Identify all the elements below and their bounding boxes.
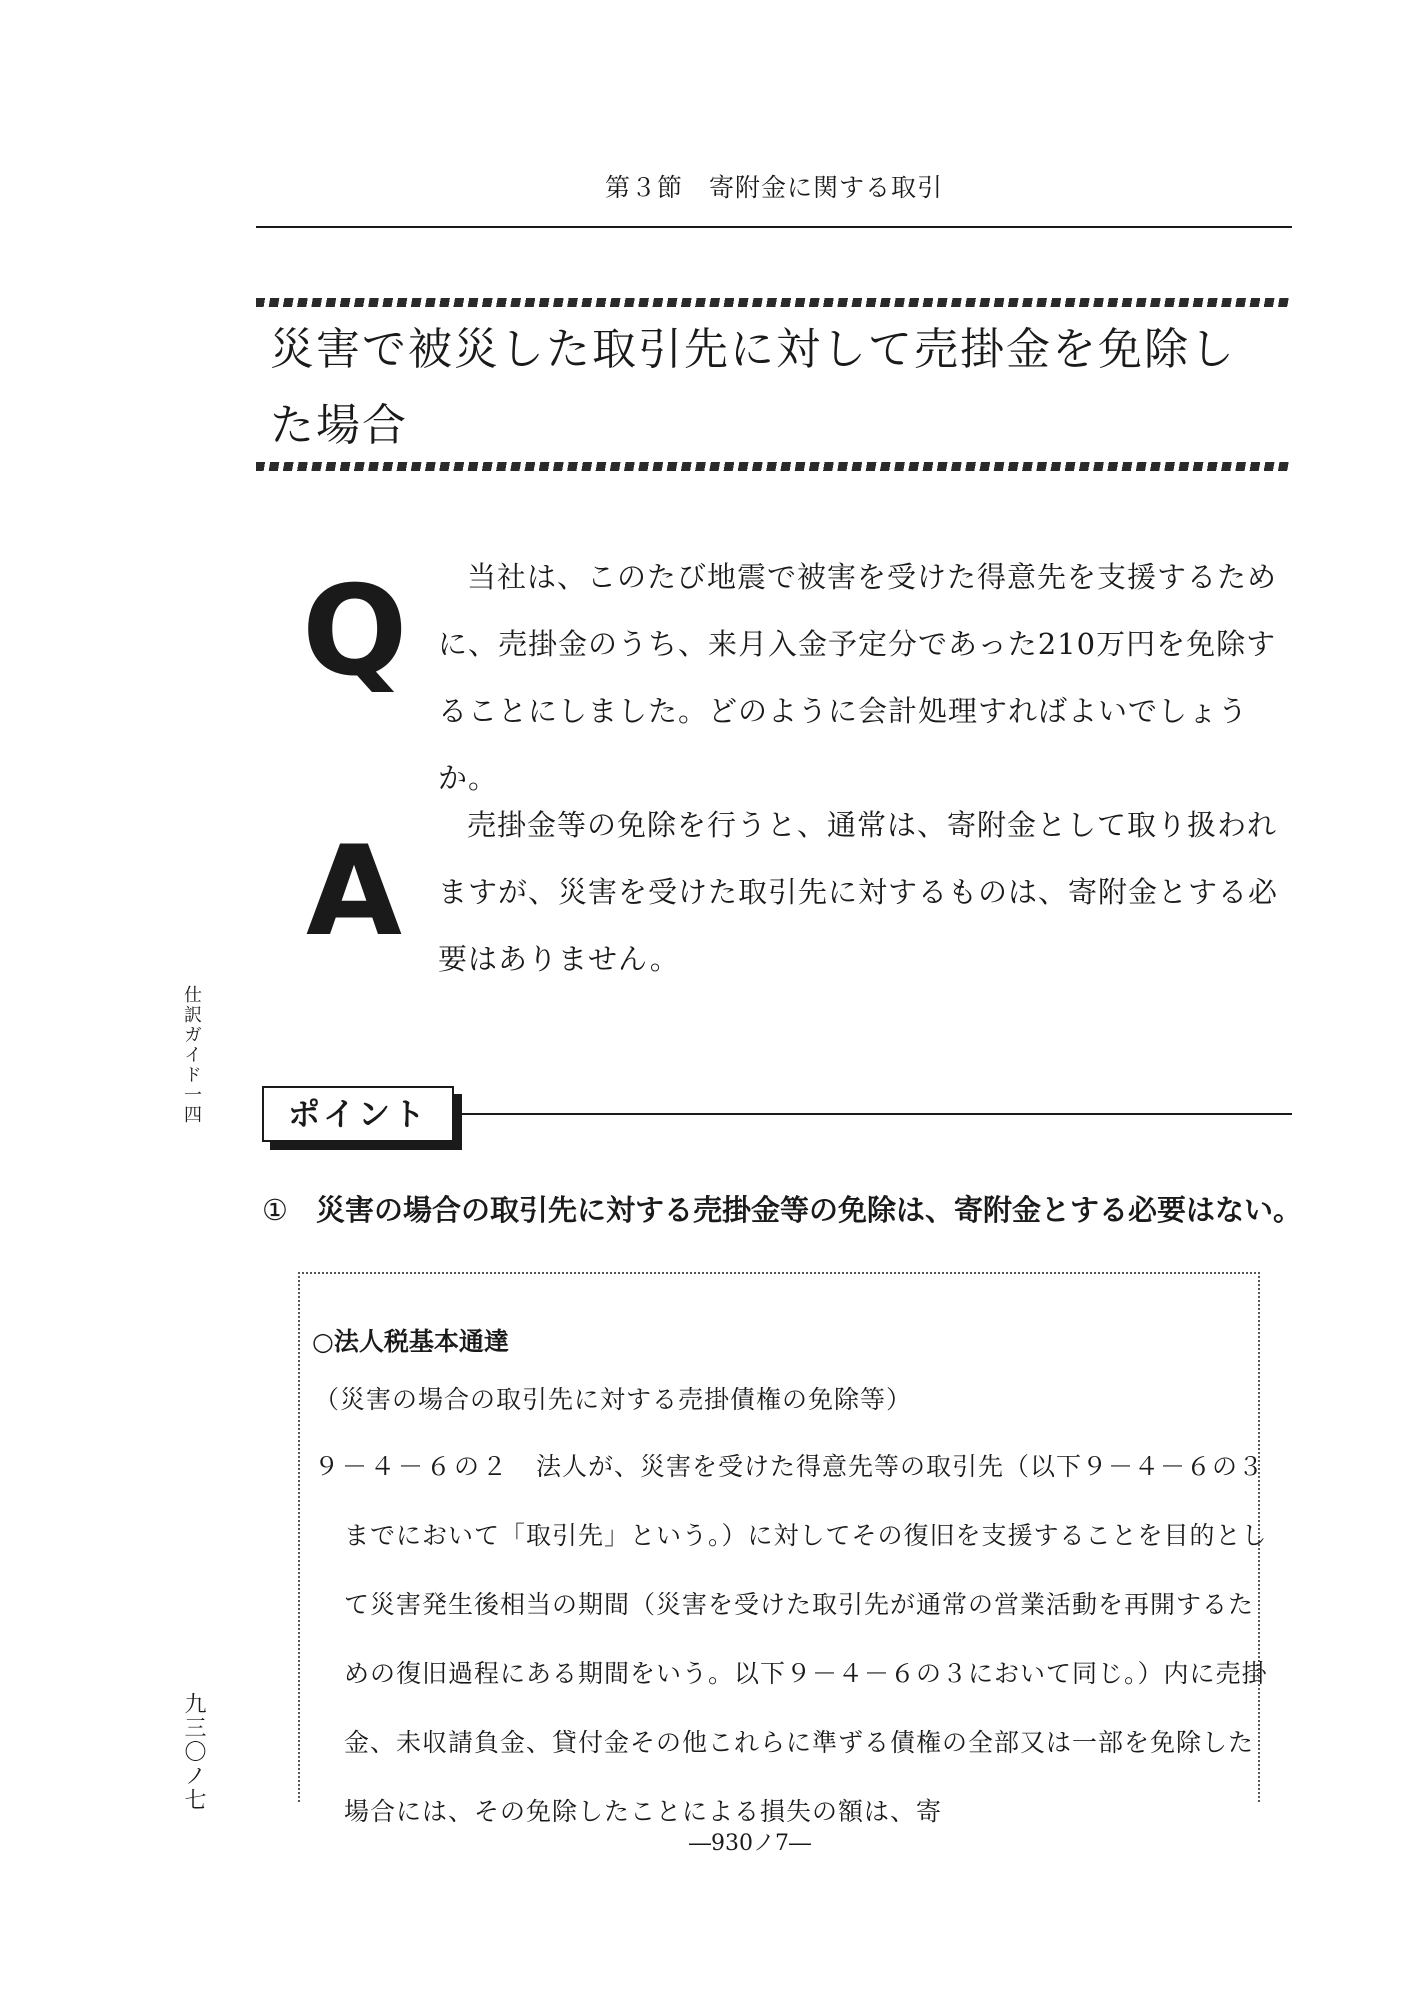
side-page-number: 九三〇ノ七 [181, 1692, 206, 1812]
title-bottom-rule [256, 462, 1292, 471]
point-rule [462, 1113, 1292, 1115]
question-text: 当社は、このたび地震で被害を受けた得意先を支援するために、売掛金のうち、来月入金予定分であった210万円を免除することにしました。どのように会計処理すればよいでしょうか。 [438, 560, 1278, 795]
question-letter: Q [302, 560, 408, 704]
quote-body [314, 1432, 1274, 1846]
quote-source: ○法人税基本通達 [312, 1327, 509, 1356]
quote-subtitle: （災害の場合の取引先に対する売掛債権の免除等） [314, 1385, 913, 1414]
quote-body-text: 法人が、災害を受けた得意先等の取引先（以下９－４－６の３までにおいて「取引先」という。）に対してその復旧を支援することを目的として災害発生後相当の期間（災害を受けた取引先が通常の営業活動を再開するための復旧過程にある期間をいう。以下９－４－６の３において同じ。）内に売掛金、未収請負金、貸付金その他これらに準ずる債権の全部又は一部を免除した場合には、その免除したことによる損失の額は、寄 [344, 1452, 1268, 1826]
title-line-1: 災害で被災した取引先に対して売掛金を免除し [270, 324, 1236, 375]
quote-clause-number: ９－４－６の２ [314, 1452, 511, 1481]
guide-side-label: 仕訳ガイド一四 [181, 985, 202, 1125]
page-title [270, 312, 1280, 464]
point-label: ポイント [262, 1086, 454, 1142]
point-item [262, 1188, 1302, 1229]
header-rule [256, 226, 1292, 228]
point-item-number: ① [262, 1193, 288, 1227]
page-number: ―930ノ7― [689, 1831, 811, 1856]
answer-letter: A [306, 820, 402, 964]
title-line-2: た場合 [270, 400, 408, 451]
point-item-text: 災害の場合の取引先に対する売掛金等の免除は、寄附金とする必要はない。 [316, 1193, 1303, 1227]
title-top-rule [256, 298, 1292, 307]
section-header: 第３節 寄附金に関する取引 [604, 173, 943, 202]
answer-text: 売掛金等の免除を行うと、通常は、寄附金として取り扱われますが、災害を受けた取引先に対するものは、寄附金とする必要はありません。 [438, 808, 1279, 976]
